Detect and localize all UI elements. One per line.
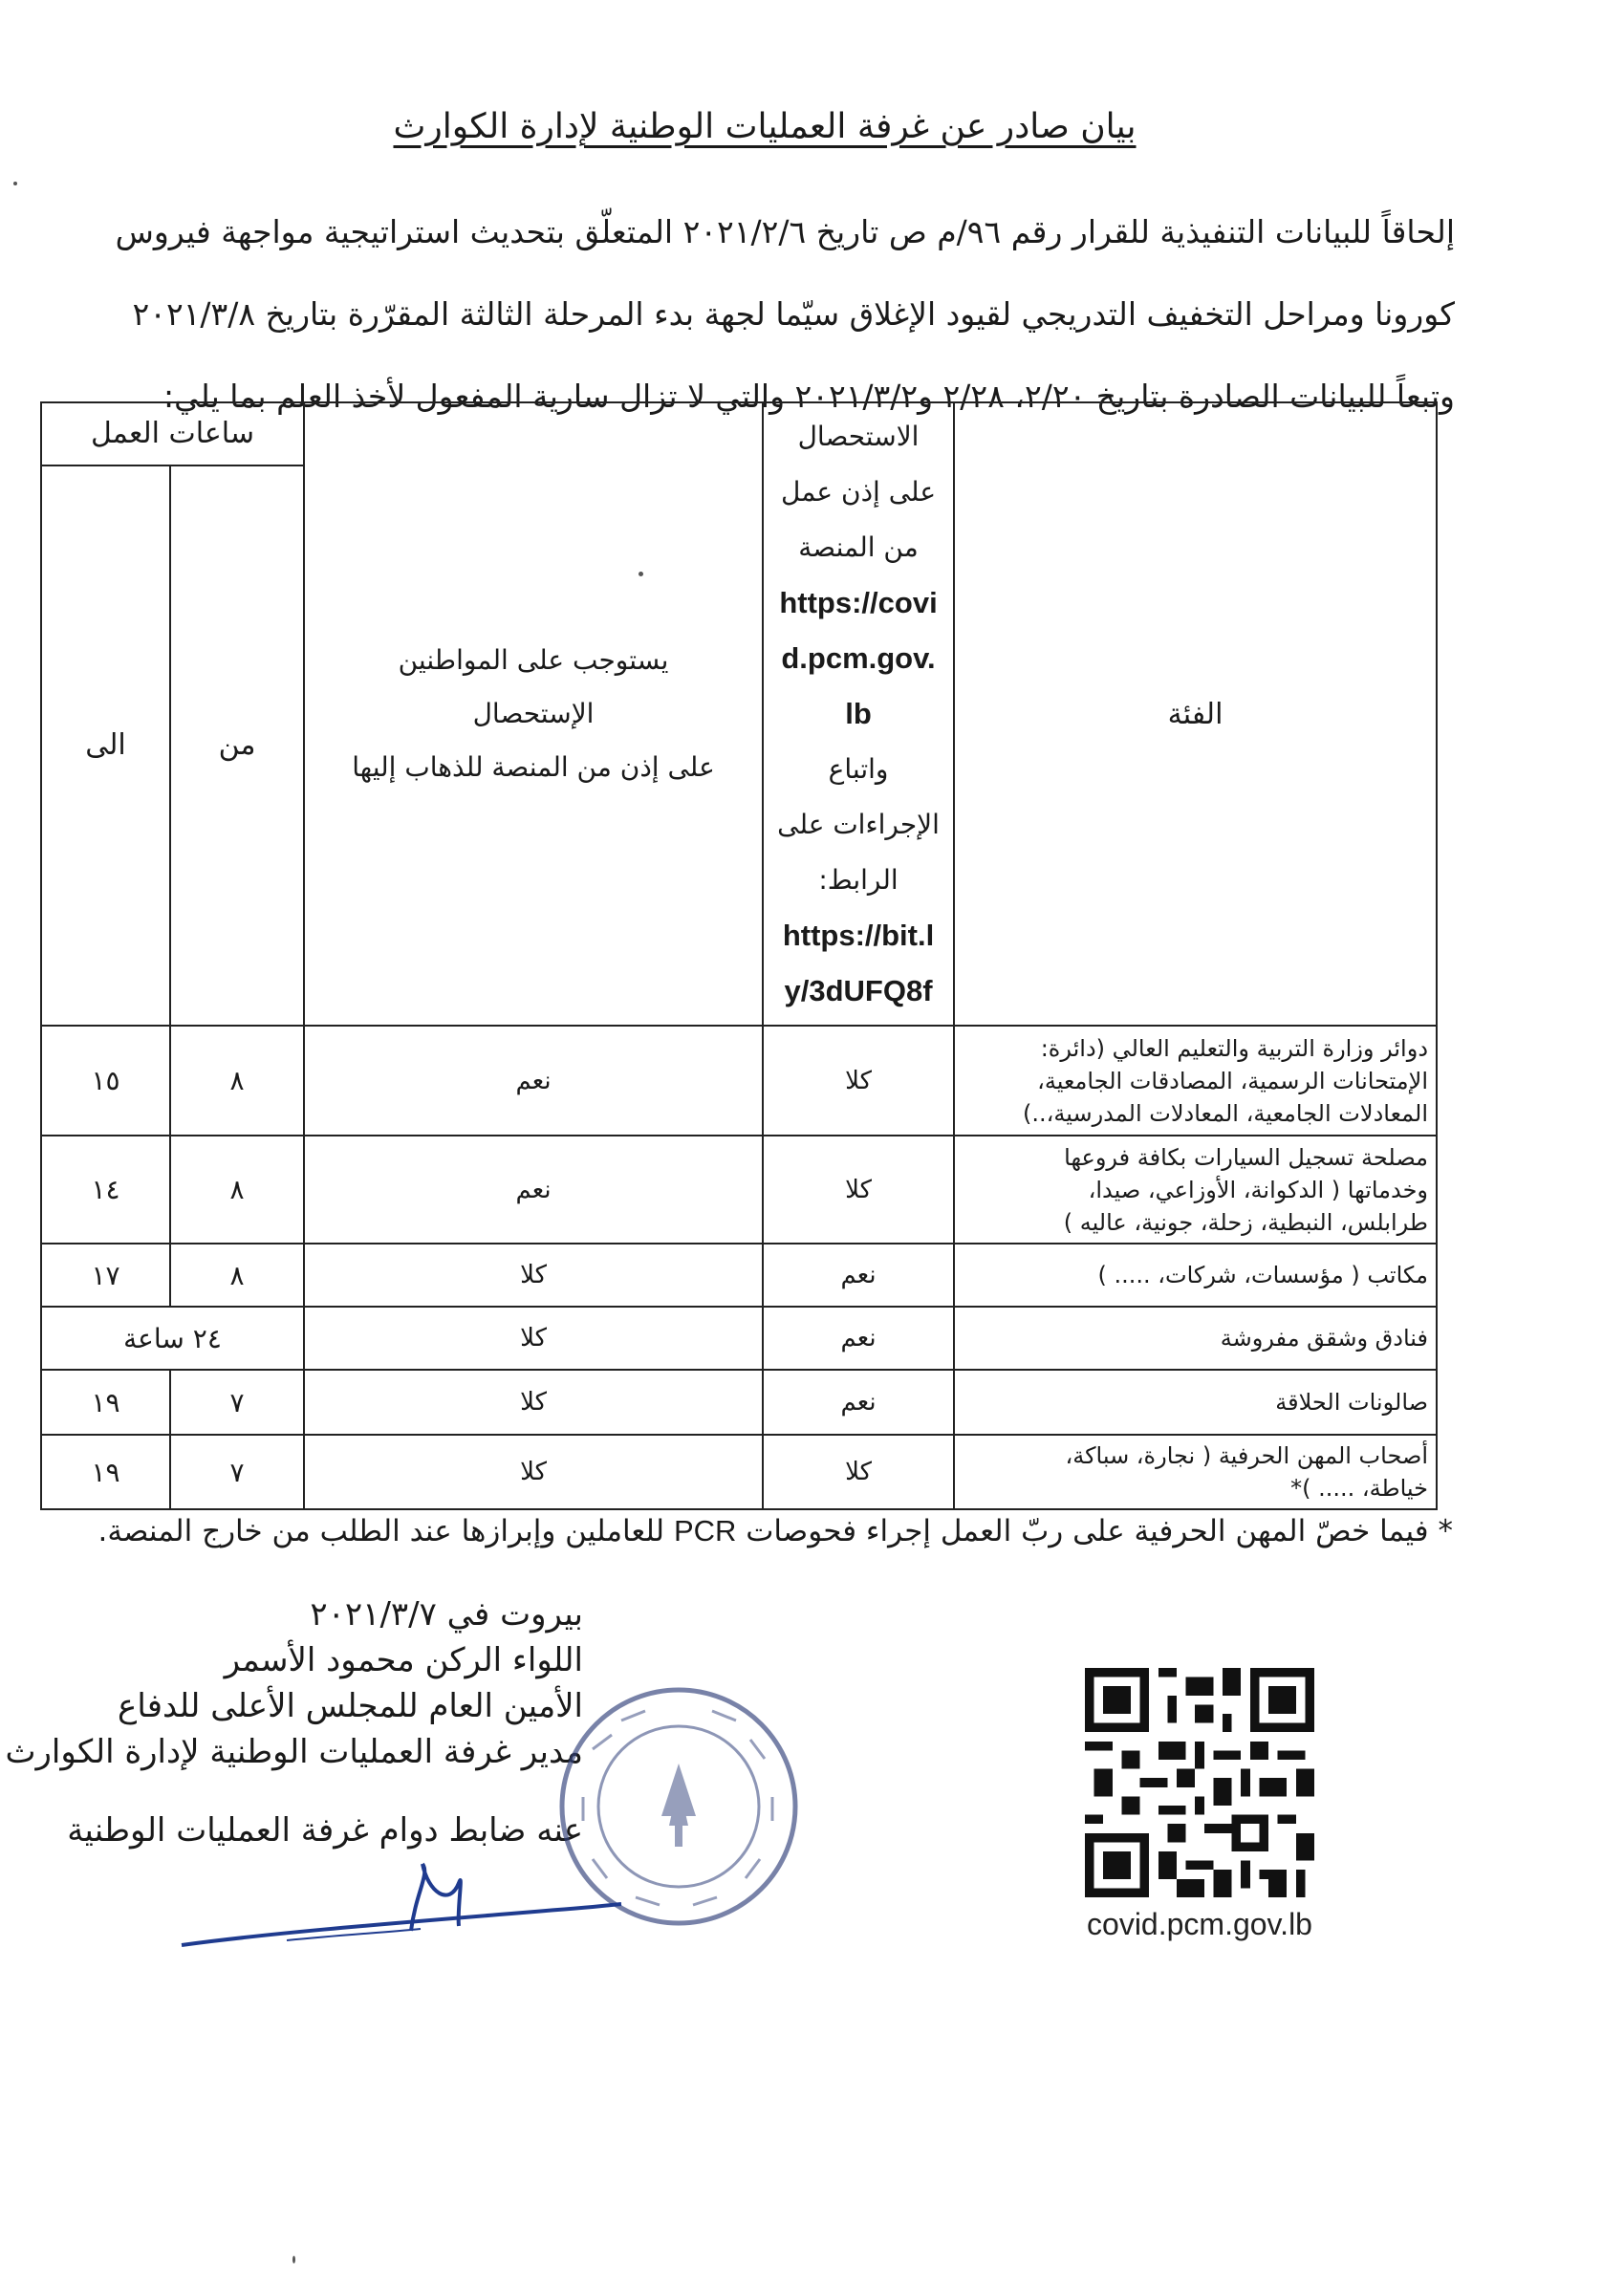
header-permit-text: الإجراءات على — [777, 809, 940, 840]
measures-table — [40, 401, 1438, 1510]
signature-block — [5, 1591, 583, 1853]
signatory-role: مدير غرفة العمليات الوطنية لإدارة الكوارث — [5, 1733, 583, 1771]
category-line: أصحاب المهن الحرفية ( نجارة، سباكة، — [1065, 1442, 1429, 1469]
intro-line: إلحاقاً للبيانات التنفيذية للقرار رقم ٩٦/م ص تاريخ ٢٠٢١/٢/٦ المتعلّق بتحديث استراتيجية مواجهة فيروس — [115, 213, 1455, 250]
category-line: خياطة، ..... )* — [1290, 1475, 1429, 1502]
scan-speck — [13, 182, 17, 185]
header-permit-text: من المنصة — [798, 531, 919, 563]
row-to: ١٥ — [41, 1026, 170, 1136]
row-citizens: نعم — [304, 1026, 763, 1136]
row-from: ٧ — [170, 1435, 304, 1509]
header-permit-text: على إذن عمل — [781, 476, 937, 508]
header-to: الى — [41, 465, 170, 1026]
row-citizens: نعم — [304, 1136, 763, 1244]
header-citizens-permit — [304, 402, 763, 1026]
procedure-url: y/3dUFQ8f — [784, 974, 933, 1007]
row-permit: كلا — [763, 1435, 954, 1509]
header-permit-text: واتباع — [828, 753, 889, 785]
row-from: ٨ — [170, 1026, 304, 1136]
row-from: ٧ — [170, 1370, 304, 1435]
table-row — [41, 1026, 1437, 1136]
row-to: ١٤ — [41, 1136, 170, 1244]
signatory-name: اللواء الركن محمود الأسمر — [224, 1641, 583, 1679]
category-line: دوائر وزارة التربية والتعليم العالي (دائرة: — [1040, 1034, 1429, 1062]
row-permit: نعم — [763, 1244, 954, 1307]
header-work-permit — [763, 402, 954, 1026]
footnote-text: للعاملين وإبرازها عند الطلب من خارج المنصة. — [97, 1514, 665, 1548]
footnote — [76, 1514, 1453, 1548]
category-line: مصلحة تسجيل السيارات بكافة فروعها — [1064, 1143, 1429, 1171]
row-category — [954, 1026, 1437, 1136]
footnote-pcr: PCR — [673, 1514, 737, 1547]
category-line: المعادلات الجامعية، المعادلات المدرسية،..) — [1022, 1099, 1429, 1127]
table-row — [41, 1136, 1437, 1244]
row-to: ١٩ — [41, 1370, 170, 1435]
header-permit-text: الاستحصال — [797, 421, 920, 452]
row-citizens: كلا — [304, 1435, 763, 1509]
platform-url: https://covi — [779, 586, 938, 619]
header-citizens-text: على إذن من المنصة للذهاب إليها — [352, 751, 715, 783]
row-category — [954, 1435, 1437, 1509]
header-citizens-text: يستوجب على المواطنين الإستحصال — [398, 644, 669, 729]
table-row — [41, 1370, 1437, 1435]
category-line: طرابلس، النبطية، زحلة، جونية، عاليه ) — [1063, 1208, 1429, 1236]
row-hours-full-day: ٢٤ ساعة — [41, 1307, 304, 1370]
row-permit: كلا — [763, 1026, 954, 1136]
handwritten-signature-icon — [172, 1854, 669, 1969]
signatory-role: الأمين العام للمجلس الأعلى للدفاع — [118, 1687, 583, 1725]
row-to: ١٩ — [41, 1435, 170, 1509]
qr-caption: covid.pcm.gov.lb — [1087, 1907, 1312, 1941]
header-from: من — [170, 465, 304, 1026]
statement-title: بيان صادر عن غرفة العمليات الوطنية لإدارة الكوارث — [393, 107, 1137, 146]
row-citizens: كلا — [304, 1307, 763, 1370]
table-row — [41, 1307, 1437, 1370]
footnote-text: فيما خصّ المهن الحرفية على ربّ العمل إجراء فحوصات — [746, 1514, 1429, 1548]
procedure-url: https://bit.l — [782, 919, 935, 952]
category-line: الإمتحانات الرسمية، المصادقات الجامعية، — [1037, 1067, 1429, 1094]
on-behalf-line: عنه ضابط دوام غرفة العمليات الوطنية — [67, 1811, 583, 1850]
scan-speck — [292, 2256, 295, 2263]
platform-url: lb — [845, 697, 872, 730]
row-from: ٨ — [170, 1244, 304, 1307]
platform-url: d.pcm.gov. — [781, 641, 936, 675]
intro-line: كورونا ومراحل التخفيف التدريجي لقيود الإغلاق سيّما لجهة بدء المرحلة الثالثة المقرّرة بتاريخ ٢٠٢١/٣/٨ — [132, 295, 1455, 333]
header-working-hours: ساعات العمل — [41, 402, 304, 465]
qr-code-icon[interactable] — [1085, 1668, 1314, 1897]
row-category — [954, 1136, 1437, 1244]
row-permit: نعم — [763, 1370, 954, 1435]
row-permit: نعم — [763, 1307, 954, 1370]
table-row — [41, 1435, 1437, 1509]
header-category: الفئة — [954, 402, 1437, 1026]
scan-speck — [639, 572, 643, 576]
footnote-star: * — [1438, 1514, 1453, 1548]
table-row — [41, 1244, 1437, 1307]
row-from: ٨ — [170, 1136, 304, 1244]
row-category: فنادق وشقق مفروشة — [954, 1307, 1437, 1370]
place-date: بيروت في ٢٠٢١/٣/٧ — [310, 1595, 583, 1634]
category-line: وخدماتها ( الدكوانة، الأوزاعي، صيدا، — [1088, 1176, 1429, 1203]
row-category: مكاتب ( مؤسسات، شركات، ..... ) — [954, 1244, 1437, 1307]
row-permit: كلا — [763, 1136, 954, 1244]
row-category: صالونات الحلاقة — [954, 1370, 1437, 1435]
row-to: ١٧ — [41, 1244, 170, 1307]
header-permit-text: الرابط: — [818, 864, 899, 896]
row-citizens: كلا — [304, 1244, 763, 1307]
row-citizens: كلا — [304, 1370, 763, 1435]
intro-line: وتبعاً للبيانات الصادرة بتاريخ ٢/٢٠، ٢/٢٨ و٢٠٢١/٣/٢ والتي لا تزال سارية المفعول لأخذ العلم بما يلي: — [163, 378, 1455, 415]
